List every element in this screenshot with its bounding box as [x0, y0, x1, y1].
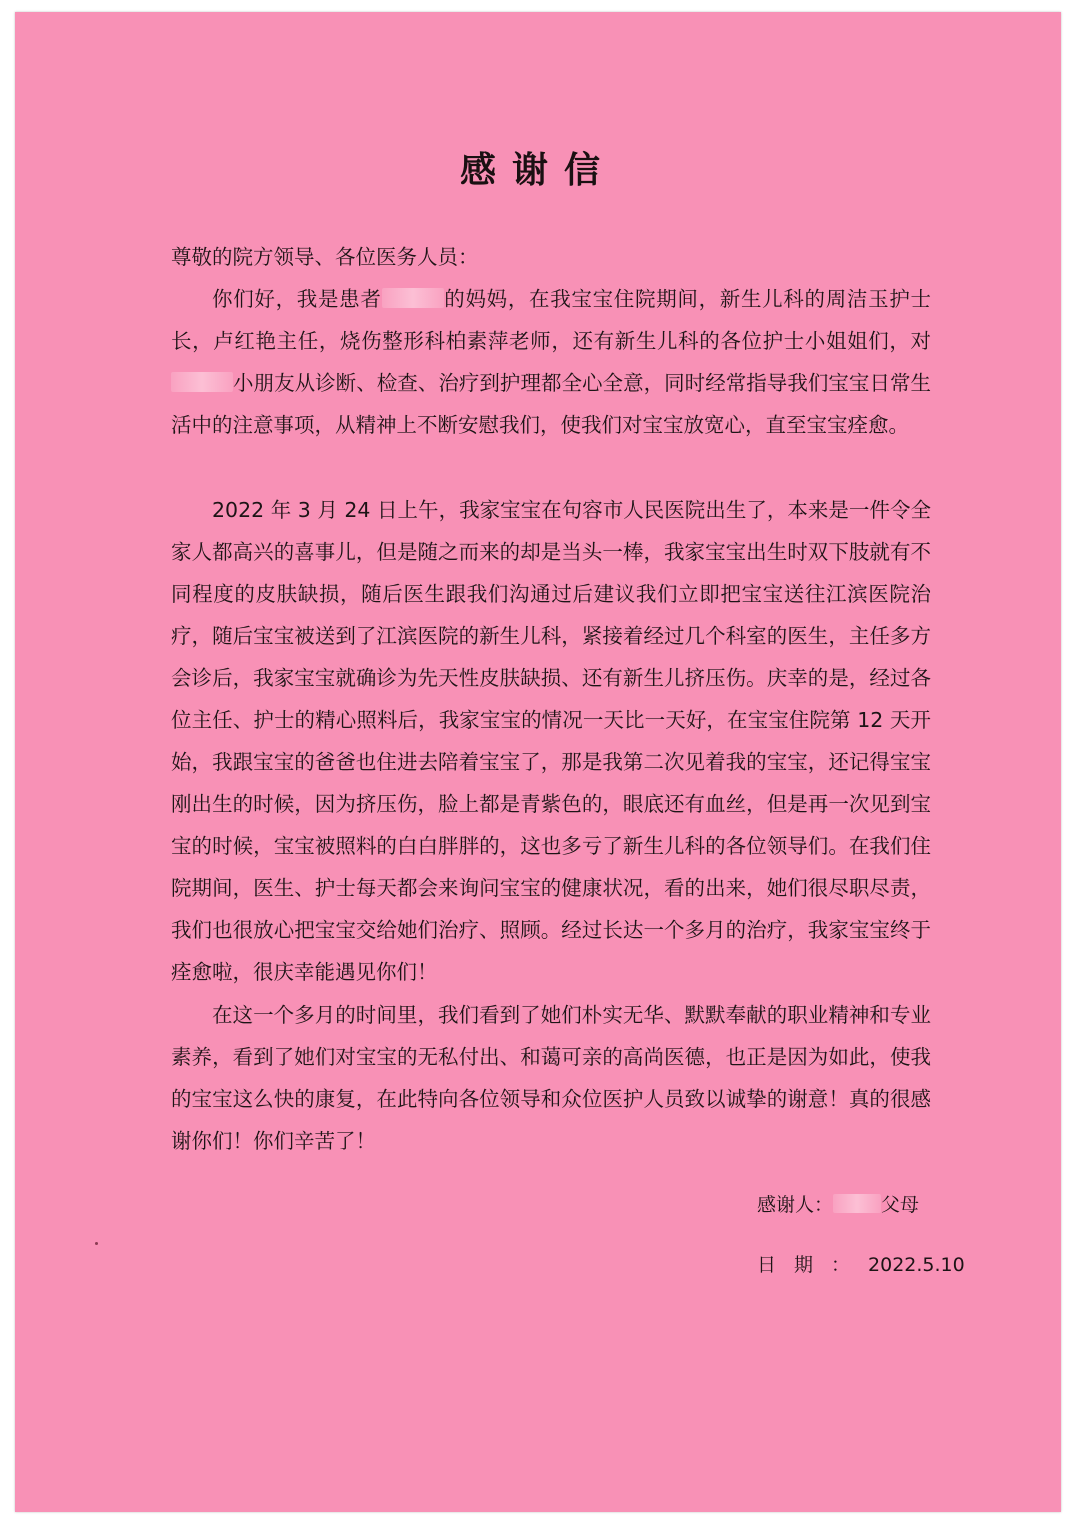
- redacted-name: [833, 1194, 881, 1213]
- paragraph-2: [171, 489, 931, 993]
- paragraph-1-part-b: 的妈妈，在我宝宝住院期间，新生儿科的周洁玉护士长，卢红艳主任，烧伤整形科柏素萍老师，还有新生儿科的各位护士小姐姐们，对: [171, 287, 932, 353]
- paragraph-3: [171, 994, 931, 1162]
- paper-speck: [95, 1242, 98, 1245]
- date-line: [757, 1250, 965, 1280]
- signature-label: 感谢人：: [757, 1194, 834, 1216]
- paragraph-1: [171, 278, 931, 446]
- date-label: 日期：: [757, 1254, 869, 1276]
- paragraph-1-part-a: 你们好，我是患者: [212, 287, 382, 311]
- letter-page: [15, 12, 1061, 1512]
- redacted-name: [171, 372, 233, 393]
- signature-line: [757, 1190, 919, 1220]
- date-value: 2022.5.10: [868, 1254, 965, 1276]
- redacted-name: [382, 288, 444, 309]
- signature-suffix: 父母: [881, 1194, 920, 1216]
- paragraph-3-text: 在这一个多月的时间里，我们看到了她们朴实无华、默默奉献的职业精神和专业素养，看到了她们对宝宝的无私付出、和蔼可亲的高尚医德，也正是因为如此，使我的宝宝这么快的康复，在此特向各位领导和众位医护人员致以诚挚的谢意！真的很感谢你们！你们辛苦了！: [171, 1003, 931, 1153]
- salutation: 尊敬的院方领导、各位医务人员：: [171, 245, 479, 269]
- letter-title: 感谢信: [459, 149, 616, 191]
- paragraph-2-text: 2022 年 3 月 24 日上午，我家宝宝在句容市人民医院出生了，本来是一件令全家人都高兴的喜事儿，但是随之而来的却是当头一棒，我家宝宝出生时双下肢就有不同程度的皮肤缺损，随后医生跟我们沟通过后建议我们立即把宝宝送往江滨医院治疗，随后宝宝被送到了江滨医院的新生儿科，紧接着经过几个科室的医生，主任多方会诊后，我家宝宝就确诊为先天性皮肤缺损、还有新生儿挤压伤。庆幸的是，经过各位主任、护士的精心照料后，我家宝宝的情况一天比一天好，在宝宝住院第 12 天开始，我跟宝宝的爸爸也住进去陪着宝宝了，那是我第二次见着我的宝宝，还记得宝宝刚出生的时候，因为挤压伤，脸上都是青紫色的，眼底还有血丝，但是再一次见到宝宝的时候，宝宝被照料的白白胖胖的，这也多亏了新生儿科的各位领导们。在我们住院期间，医生、护士每天都会来询问宝宝的健康状况，看的出来，她们很尽职尽责，我们也很放心把宝宝交给她们治疗、照顾。经过长达一个多月的治疗，我家宝宝终于痊愈啦，很庆幸能遇见你们！: [171, 498, 931, 984]
- paragraph-1-part-c: 小朋友从诊断、检查、治疗到护理都全心全意，同时经常指导我们宝宝日常生活中的注意事项，从精神上不断安慰我们，使我们对宝宝放宽心，直至宝宝痊愈。: [171, 371, 931, 437]
